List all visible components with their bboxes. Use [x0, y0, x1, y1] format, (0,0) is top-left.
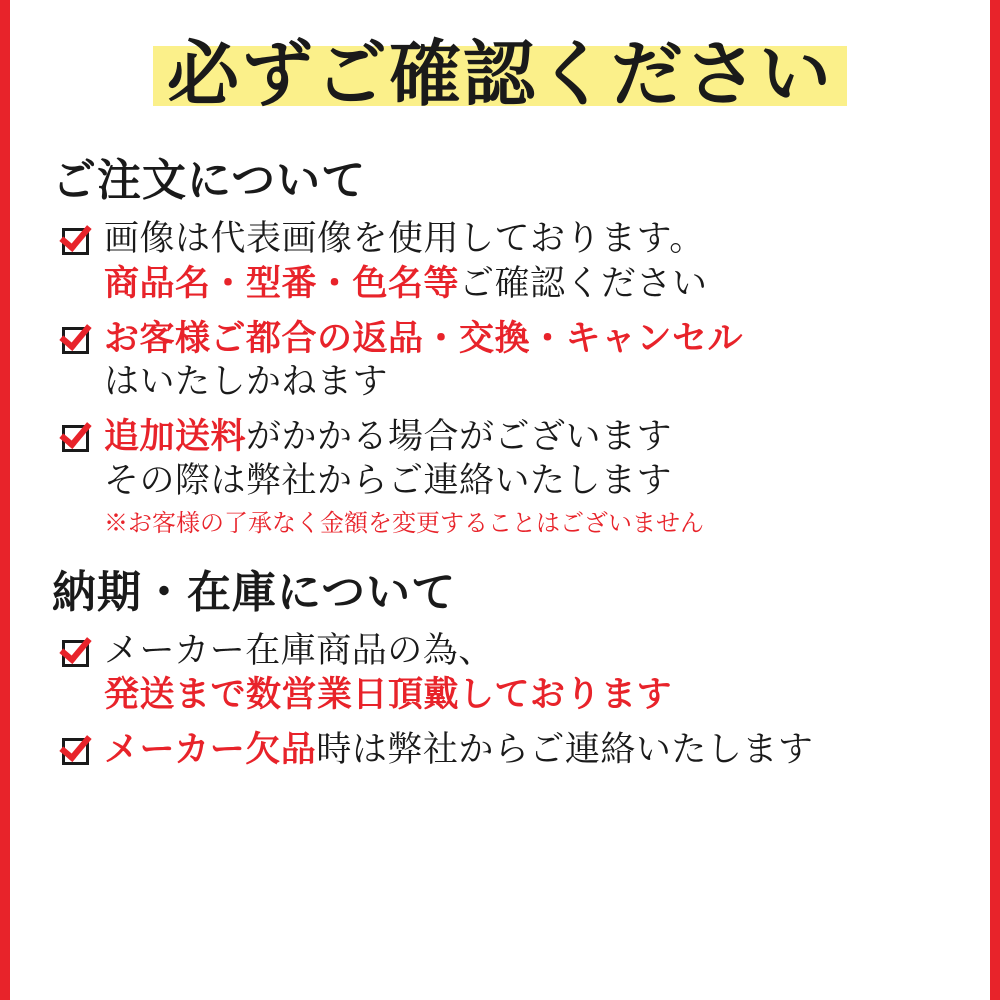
title-block: [20, 31, 980, 118]
item-line: [104, 317, 743, 362]
checkbox-checked-icon: [62, 636, 98, 672]
item-line: [104, 630, 672, 674]
item-text: [104, 728, 813, 773]
item-line: [104, 728, 813, 773]
page-content: [20, 0, 980, 1000]
item-line: [104, 361, 743, 405]
item-text: [104, 630, 672, 719]
emphasis-text: メーカー欠品: [104, 729, 317, 770]
plain-text: その際は弊社からご連絡いたします: [104, 460, 673, 501]
plain-text: メーカー在庫商品の為、: [104, 630, 494, 671]
item-line: [104, 673, 672, 718]
emphasis-text: 追加送料: [104, 416, 247, 457]
plain-text: ご確認ください: [459, 263, 708, 304]
emphasis-text: 発送まで数営業日頂戴しております: [104, 674, 673, 716]
plain-text: はいたしかねます: [104, 362, 389, 403]
plain-text: 時は弊社からご連絡いたします: [316, 730, 814, 770]
list-item: [62, 630, 980, 719]
checkbox-checked-icon: [62, 323, 98, 359]
item-text: [104, 218, 708, 307]
item-text: [104, 415, 704, 538]
list-item: [62, 728, 980, 773]
sections-container: [20, 144, 980, 773]
page-title: 必ずご確認ください: [153, 34, 847, 118]
checkbox-checked-icon: [62, 224, 98, 260]
list-item: [62, 218, 980, 307]
plain-text: がかかる場合がございます: [246, 417, 673, 457]
checkbox-checked-icon: [62, 421, 98, 457]
list-item: [62, 415, 980, 538]
item-line: [104, 460, 704, 504]
item-line: [104, 415, 704, 460]
item-text: [104, 317, 743, 406]
item-line: [104, 262, 708, 307]
checkbox-checked-icon: [62, 734, 98, 770]
section-heading: 納期・在庫について: [52, 566, 457, 618]
section-heading: ご注文について: [52, 155, 367, 206]
item-line: [104, 218, 708, 262]
emphasis-text: お客様ご都合の返品・交換・キャンセル: [104, 317, 744, 359]
plain-text: 画像は代表画像を使用しております。: [104, 219, 705, 259]
item-note: ※お客様の了承なく金額を変更することはございません: [104, 508, 704, 537]
list-item: [62, 317, 980, 406]
emphasis-text: 商品名・型番・色名等: [104, 262, 460, 304]
